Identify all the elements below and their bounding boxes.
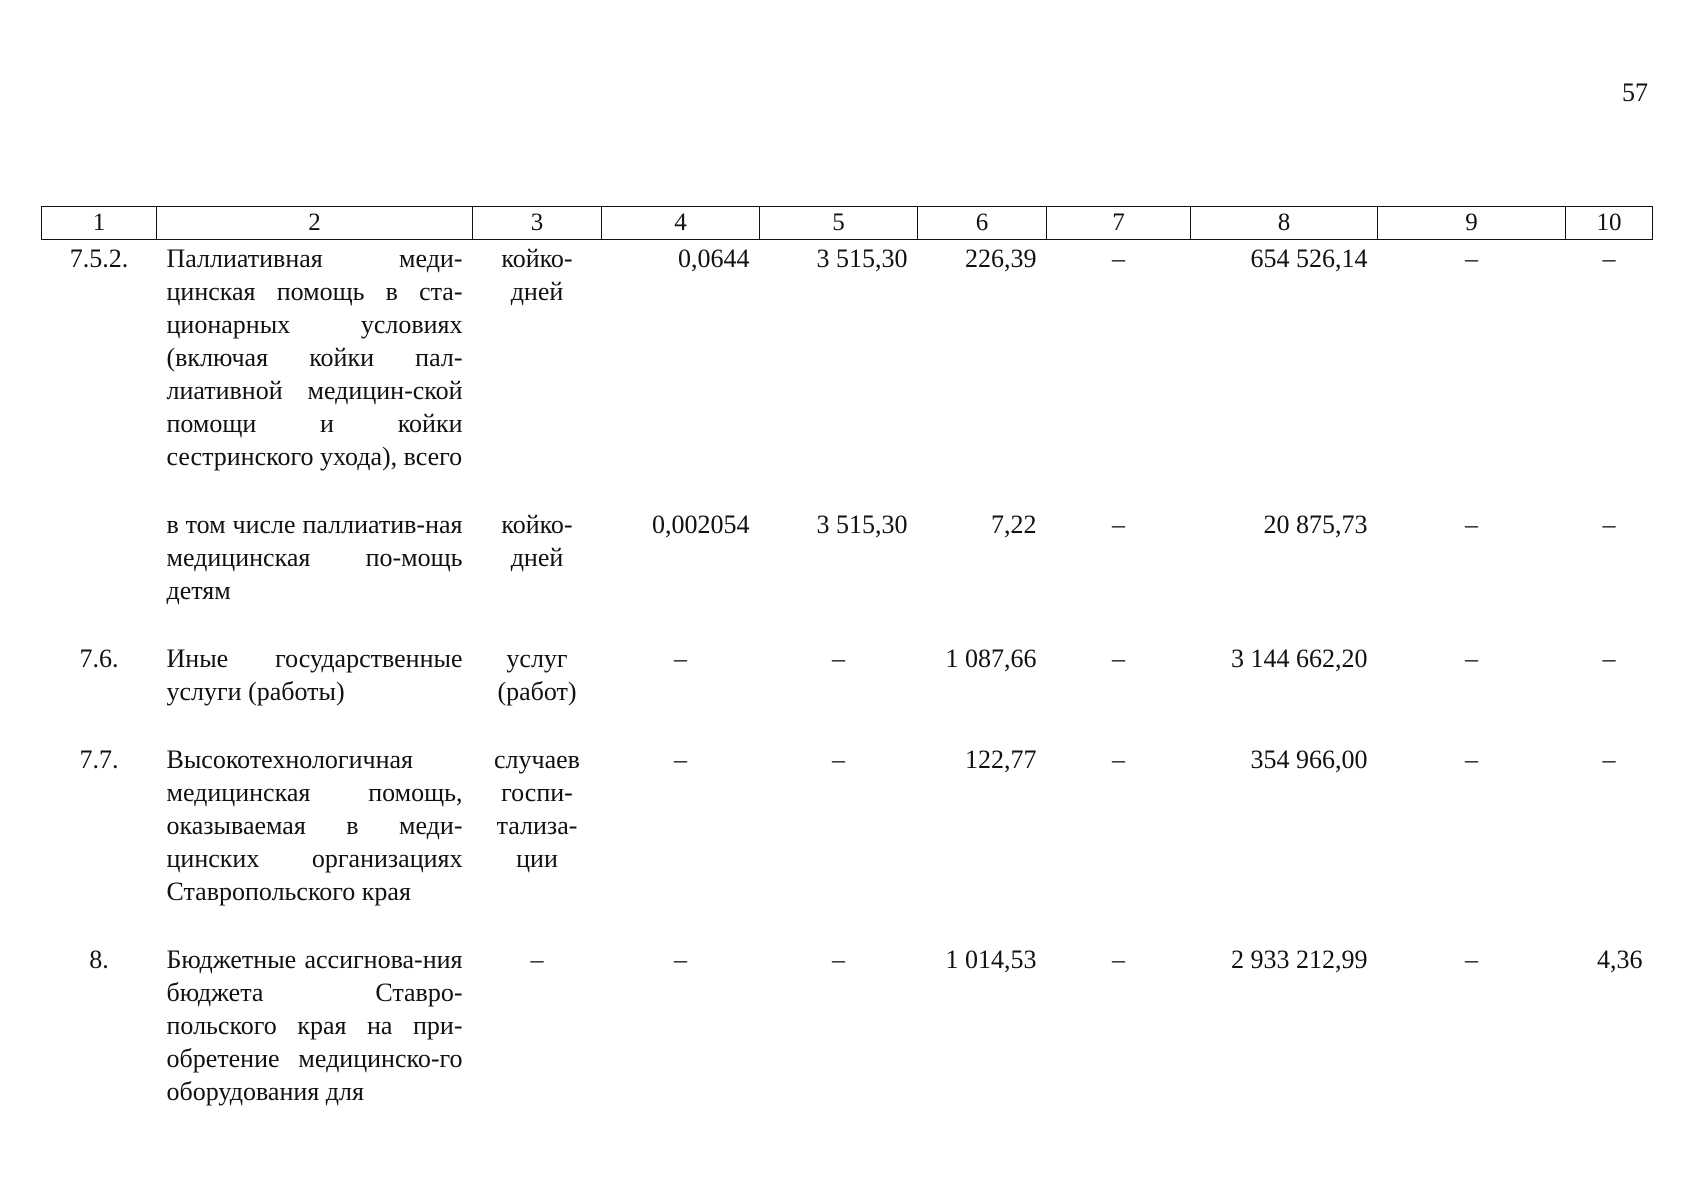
column-header-4: 4 xyxy=(602,207,760,240)
table-header xyxy=(42,207,1653,240)
row-value-col8: 354 966,00 xyxy=(1250,745,1368,774)
table-body xyxy=(42,240,1653,1109)
row-unit: койко-дней xyxy=(501,244,573,306)
row-value-col7: – xyxy=(1112,945,1125,974)
table-row xyxy=(42,941,1653,1108)
row-value-col9: – xyxy=(1465,644,1478,673)
row-value-col6: 1 014,53 xyxy=(945,945,1037,974)
row-value-col8: 654 526,14 xyxy=(1250,244,1368,273)
row-value-col4: – xyxy=(674,745,687,774)
row-value-col5: 3 515,30 xyxy=(816,244,908,273)
row-number xyxy=(42,506,157,640)
row-value-col5: – xyxy=(832,745,845,774)
row-value-col5: – xyxy=(832,945,845,974)
column-header-10: 10 xyxy=(1566,207,1653,240)
row-value-col5: 3 515,30 xyxy=(816,510,908,539)
row-value-col7: – xyxy=(1112,510,1125,539)
row-value-col4: 0,002054 xyxy=(652,510,750,539)
row-value-col6: 1 087,66 xyxy=(945,644,1037,673)
row-value-col7: – xyxy=(1112,244,1125,273)
page-number: 57 xyxy=(1622,78,1648,107)
row-value-col9: – xyxy=(1465,745,1478,774)
row-value-col8: 3 144 662,20 xyxy=(1231,644,1368,673)
column-header-1: 1 xyxy=(42,207,157,240)
row-value-col10: 4,36 xyxy=(1597,945,1643,974)
table-row xyxy=(42,640,1653,741)
row-number: 7.5.2. xyxy=(69,244,129,273)
header-row xyxy=(42,207,1653,240)
row-value-col4: 0,0644 xyxy=(678,244,750,273)
row-value-col10: – xyxy=(1602,644,1616,673)
column-header-6: 6 xyxy=(918,207,1047,240)
row-value-col10: – xyxy=(1602,745,1616,774)
table-row xyxy=(42,506,1653,640)
row-value-col9: – xyxy=(1465,510,1478,539)
column-header-2: 2 xyxy=(157,207,473,240)
row-value-col9: – xyxy=(1465,945,1478,974)
column-header-5: 5 xyxy=(760,207,918,240)
table-row xyxy=(42,240,1653,507)
row-value-col10: – xyxy=(1602,510,1616,539)
row-unit: – xyxy=(530,945,544,974)
row-description: в том числе паллиатив-ная медицинская по-мощь детям xyxy=(166,510,463,605)
row-value-col7: – xyxy=(1112,745,1125,774)
row-value-col6: 226,39 xyxy=(965,244,1037,273)
row-number: 7.7. xyxy=(79,745,119,774)
row-number: 8. xyxy=(89,945,109,974)
column-header-7: 7 xyxy=(1047,207,1191,240)
row-value-col10: – xyxy=(1602,244,1616,273)
row-description: Бюджетные ассигнова-ния бюджета Ставро-польского края на при-обретение медицинско-го оборудования для xyxy=(166,945,463,1106)
budget-table xyxy=(41,206,1653,1108)
row-value-col9: – xyxy=(1465,244,1478,273)
row-description: Высокотехнологичная медицинская помощь, оказываемая в меди-цинских организациях Ставропольского края xyxy=(166,745,463,906)
column-header-8: 8 xyxy=(1191,207,1378,240)
row-unit: койко-дней xyxy=(501,510,573,572)
row-description: Иные государственные услуги (работы) xyxy=(166,644,463,706)
row-value-col4: – xyxy=(674,644,687,673)
row-description: Паллиативная меди-цинская помощь в ста-ционарных условиях (включая койки пал-лиативной медицин-ской помощи и койки сестринского ухода), всего xyxy=(166,244,463,471)
row-unit: услуг (работ) xyxy=(497,644,577,706)
row-value-col6: 7,22 xyxy=(991,510,1037,539)
table-row xyxy=(42,741,1653,941)
row-value-col8: 2 933 212,99 xyxy=(1231,945,1368,974)
row-value-col6: 122,77 xyxy=(965,745,1037,774)
row-value-col8: 20 875,73 xyxy=(1263,510,1368,539)
column-header-9: 9 xyxy=(1378,207,1566,240)
column-header-3: 3 xyxy=(473,207,602,240)
row-unit: случаев госпи-тализа-ции xyxy=(494,745,580,873)
row-value-col7: – xyxy=(1112,644,1125,673)
row-value-col4: – xyxy=(674,945,687,974)
row-number: 7.6. xyxy=(79,644,119,673)
row-value-col5: – xyxy=(832,644,845,673)
